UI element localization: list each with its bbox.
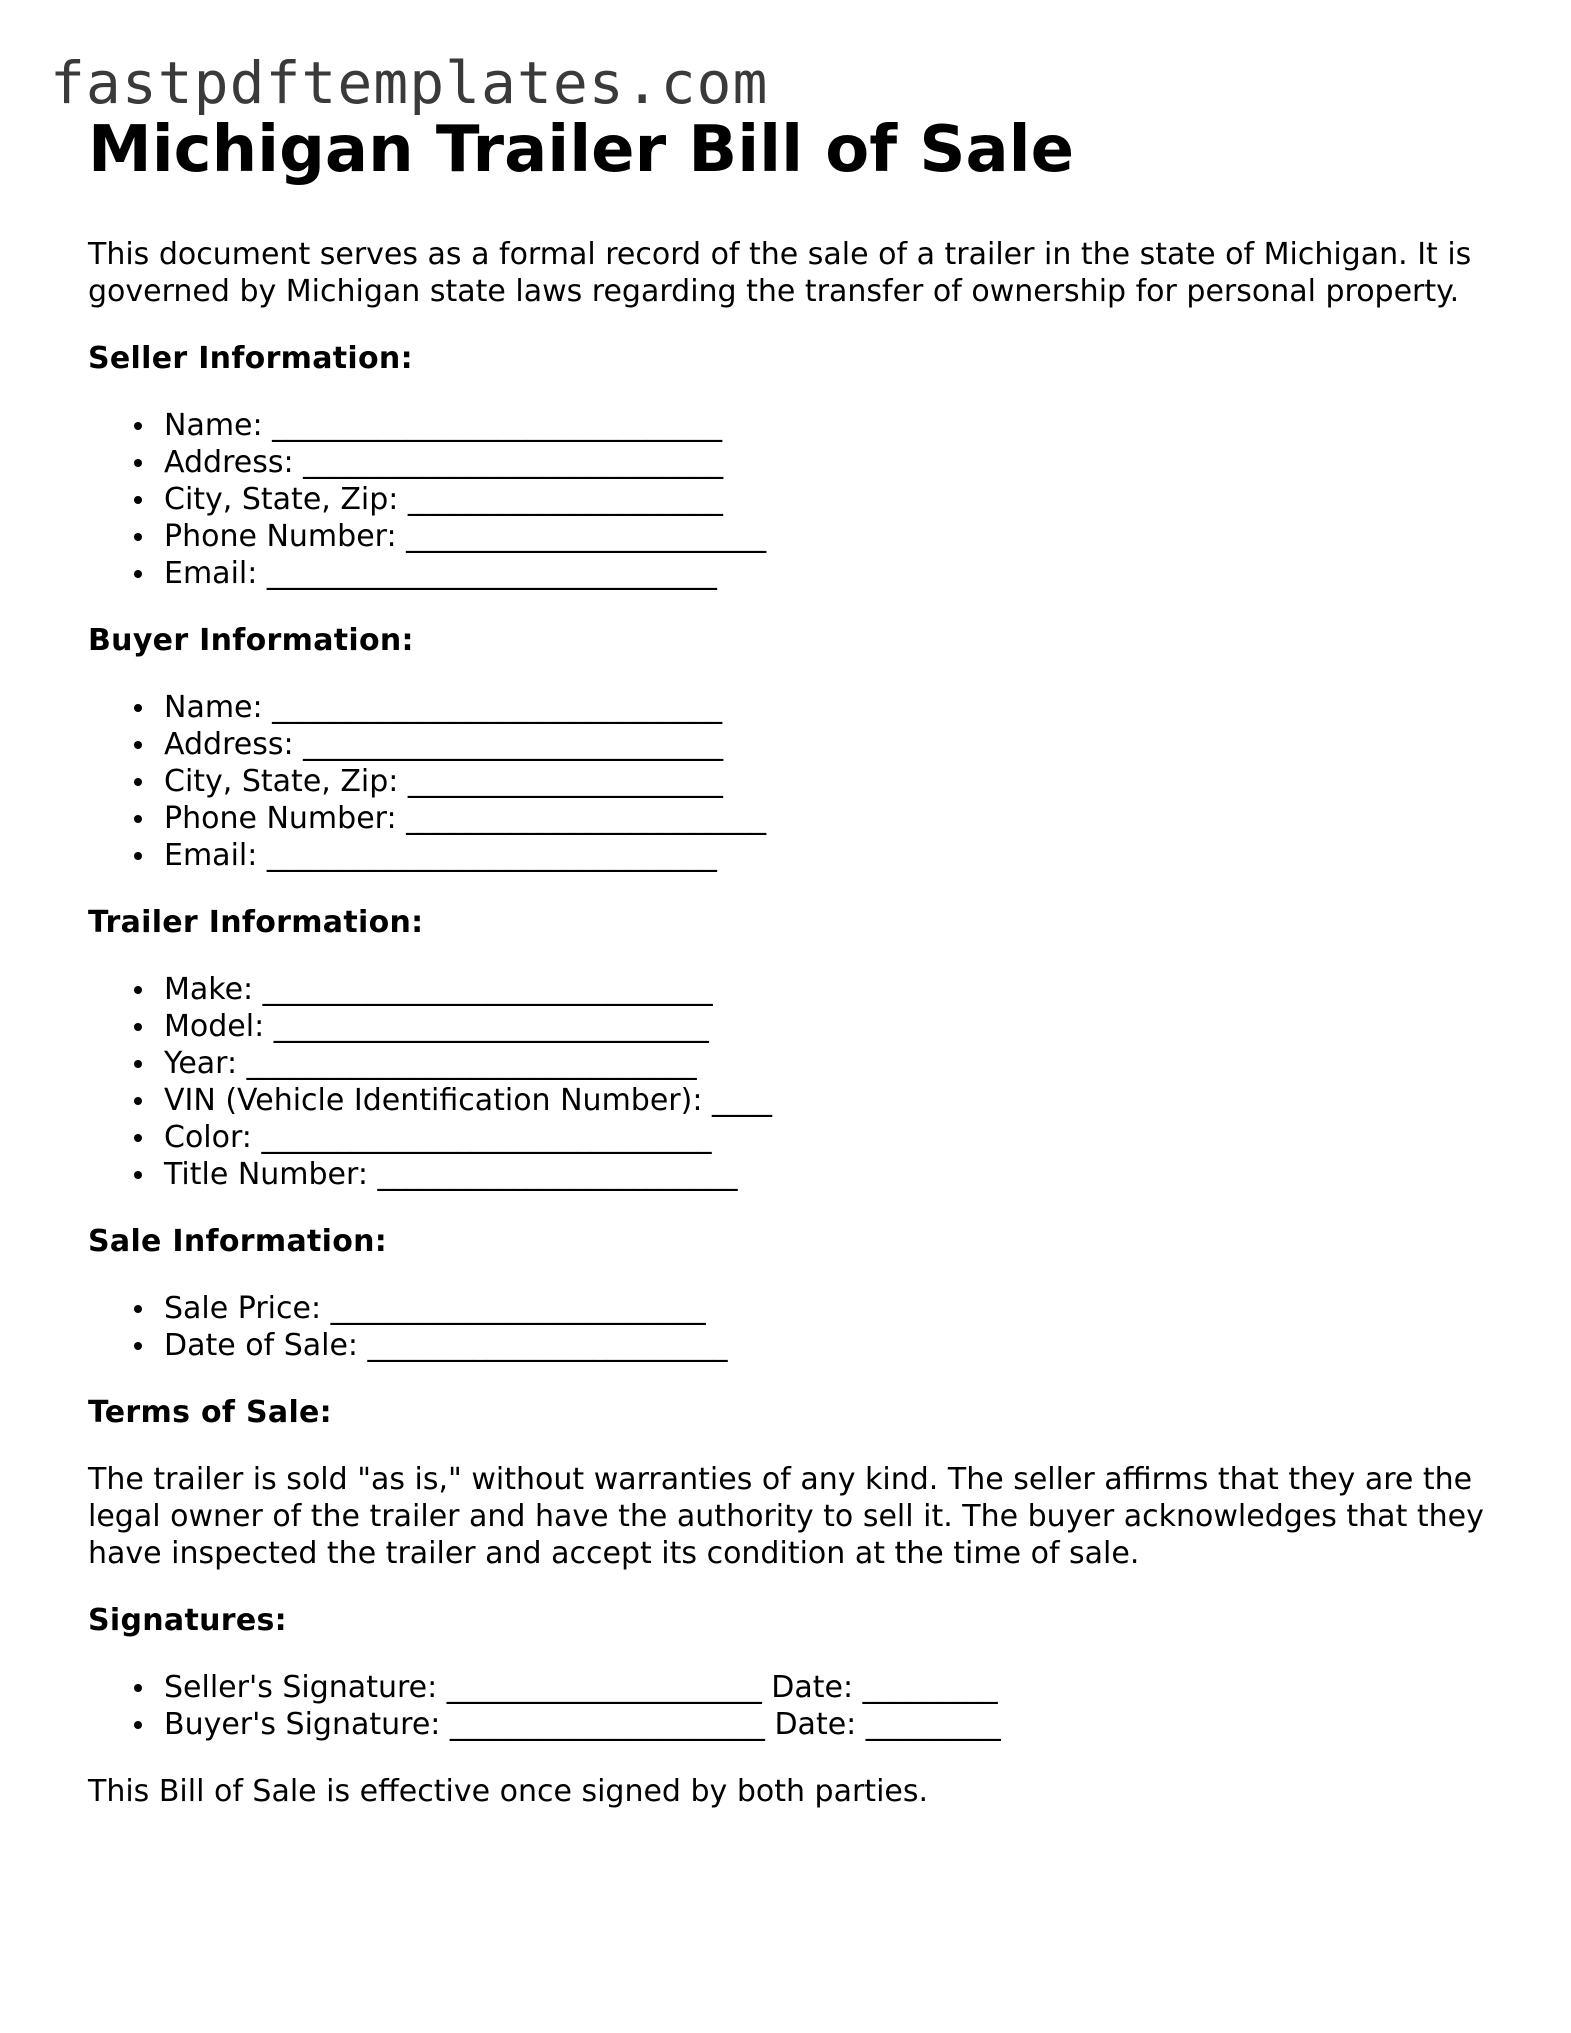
buyer-section-heading: Buyer Information:: [88, 623, 414, 658]
buyer-fields-list: [88, 689, 1488, 874]
seller-section-heading: Seller Information:: [88, 341, 413, 376]
seller-city-state-zip-field: City, State, Zip: _____________________: [164, 481, 1488, 518]
terms-paragraph: The trailer is sold "as is," without warranties of any kind. The seller affirms that they are the legal owner of the trailer and have the authority to sell it. The buyer acknowledges that they have inspected the trailer and accept its condition at the time of sale.: [88, 1462, 1484, 1571]
trailer-title-number-field: Title Number: ________________________: [164, 1156, 1488, 1193]
buyer-name-field: Name: ______________________________: [164, 689, 1488, 726]
sale-fields-list: [88, 1290, 1488, 1364]
seller-name-field: Name: ______________________________: [164, 407, 1488, 444]
buyer-phone-field: Phone Number: ________________________: [164, 800, 1488, 837]
watermark: fastpdftemplates.com: [50, 49, 769, 117]
seller-fields-list: [88, 407, 1488, 592]
document-title: Michigan Trailer Bill of Sale: [88, 113, 1074, 187]
buyer-address-field: Address: ____________________________: [164, 726, 1488, 763]
closing-statement: This Bill of Sale is effective once signed by both parties.: [88, 1774, 929, 1809]
sale-date-field: Date of Sale: ________________________: [164, 1327, 1488, 1364]
intro-paragraph: This document serves as a formal record of the sale of a trailer in the state of Michigan. It is governed by Michigan state laws regarding the transfer of ownership for personal property.: [88, 237, 1472, 309]
seller-phone-field: Phone Number: ________________________: [164, 518, 1488, 555]
trailer-make-field: Make: ______________________________: [164, 971, 1488, 1008]
terms-section-heading: Terms of Sale:: [88, 1395, 332, 1430]
signatures-section-heading: Signatures:: [88, 1603, 287, 1638]
seller-email-field: Email: ______________________________: [164, 555, 1488, 592]
seller-signature-field: Seller's Signature: _____________________ Date: _________: [164, 1669, 1488, 1706]
trailer-vin-field: VIN (Vehicle Identification Number): ____: [164, 1082, 1488, 1119]
document-page: [88, 108, 1488, 1810]
trailer-section-heading: Trailer Information:: [88, 905, 424, 940]
buyer-city-state-zip-field: City, State, Zip: _____________________: [164, 763, 1488, 800]
trailer-color-field: Color: ______________________________: [164, 1119, 1488, 1156]
buyer-signature-field: Buyer's Signature: _____________________ Date: _________: [164, 1706, 1488, 1743]
trailer-fields-list: [88, 971, 1488, 1193]
buyer-email-field: Email: ______________________________: [164, 837, 1488, 874]
signatures-fields-list: [88, 1669, 1488, 1743]
trailer-model-field: Model: _____________________________: [164, 1008, 1488, 1045]
seller-address-field: Address: ____________________________: [164, 444, 1488, 481]
sale-section-heading: Sale Information:: [88, 1224, 388, 1259]
sale-price-field: Sale Price: _________________________: [164, 1290, 1488, 1327]
trailer-year-field: Year: ______________________________: [164, 1045, 1488, 1082]
